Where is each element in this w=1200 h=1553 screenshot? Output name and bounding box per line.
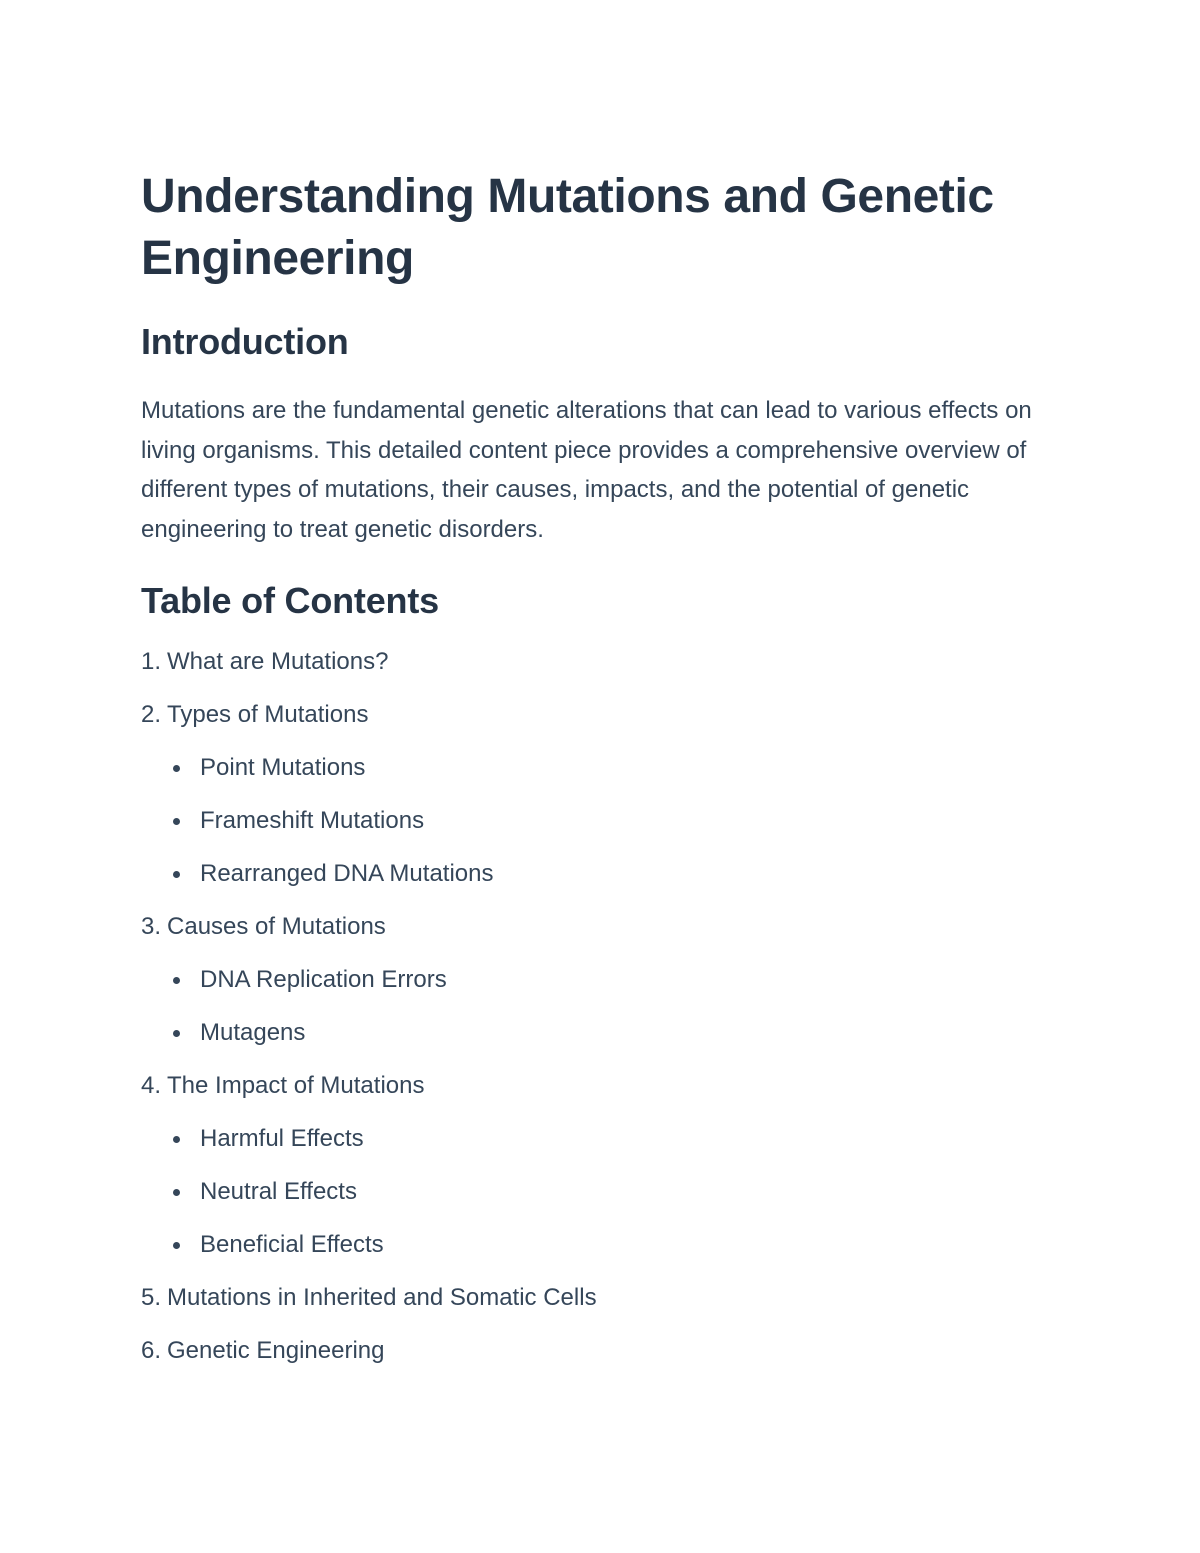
toc-sub-item (141, 1230, 1060, 1260)
toc-sub-item-label: Mutagens (200, 1019, 306, 1046)
toc-sub-item (141, 806, 1060, 836)
toc-item-number: 3. (141, 913, 162, 940)
toc-sub-item-label: Point Mutations (200, 754, 366, 781)
bullet-icon (173, 1242, 180, 1249)
toc-item-label: Mutations in Inherited and Somatic Cells (167, 1284, 597, 1311)
introduction-heading: Introduction (141, 321, 349, 362)
toc-sub-list (141, 753, 1060, 889)
toc-sub-item (141, 859, 1060, 889)
toc-item-label: Causes of Mutations (167, 913, 386, 940)
document-title: Understanding Mutations and Genetic Engineering (141, 170, 994, 285)
toc-item-inherited-and-somatic-cells (141, 1283, 1060, 1313)
bullet-icon (173, 1136, 180, 1143)
toc-sub-item-label: Frameshift Mutations (200, 807, 425, 834)
toc-item-genetic-engineering (141, 1336, 1060, 1366)
toc-item-number: 6. (141, 1337, 162, 1364)
toc-item-label: Genetic Engineering (167, 1337, 385, 1364)
introduction-paragraph: Mutations are the fundamental genetic alterations that can lead to various effects on living organisms. This detailed content piece provides a comprehensive overview of different types of mutations, their causes, impacts, and the potential of genetic engineering to treat genetic disorders. (141, 397, 1032, 543)
toc-item-label: What are Mutations? (167, 648, 389, 675)
toc-item-label: Types of Mutations (167, 701, 369, 728)
toc-sub-item (141, 1124, 1060, 1154)
toc-sub-item (141, 753, 1060, 783)
toc-sub-item-label: Rearranged DNA Mutations (200, 860, 494, 887)
toc-item-causes-of-mutations (141, 912, 1060, 1048)
bullet-icon (173, 1189, 180, 1196)
toc-item-number: 5. (141, 1284, 162, 1311)
bullet-icon (173, 977, 180, 984)
bullet-icon (173, 765, 180, 772)
toc-sub-item-label: Beneficial Effects (200, 1231, 384, 1258)
toc-sub-list (141, 965, 1060, 1048)
toc-sub-item-label: DNA Replication Errors (200, 966, 447, 993)
toc-sub-item (141, 1018, 1060, 1048)
bullet-icon (173, 818, 180, 825)
toc-sub-list (141, 1124, 1060, 1260)
toc-item-types-of-mutations (141, 700, 1060, 889)
bullet-icon (173, 871, 180, 878)
bullet-icon (173, 1030, 180, 1037)
toc-sub-item-label: Harmful Effects (200, 1125, 364, 1152)
toc-sub-item (141, 1177, 1060, 1207)
toc-item-number: 2. (141, 701, 162, 728)
toc-item-what-are-mutations (141, 647, 1060, 677)
toc-item-label: The Impact of Mutations (167, 1072, 425, 1099)
table-of-contents-heading: Table of Contents (141, 580, 439, 621)
toc-sub-item (141, 965, 1060, 995)
toc-item-impact-of-mutations (141, 1071, 1060, 1260)
table-of-contents (141, 647, 1060, 1366)
toc-sub-item-label: Neutral Effects (200, 1178, 357, 1205)
toc-item-number: 1. (141, 648, 162, 675)
toc-item-number: 4. (141, 1072, 162, 1099)
